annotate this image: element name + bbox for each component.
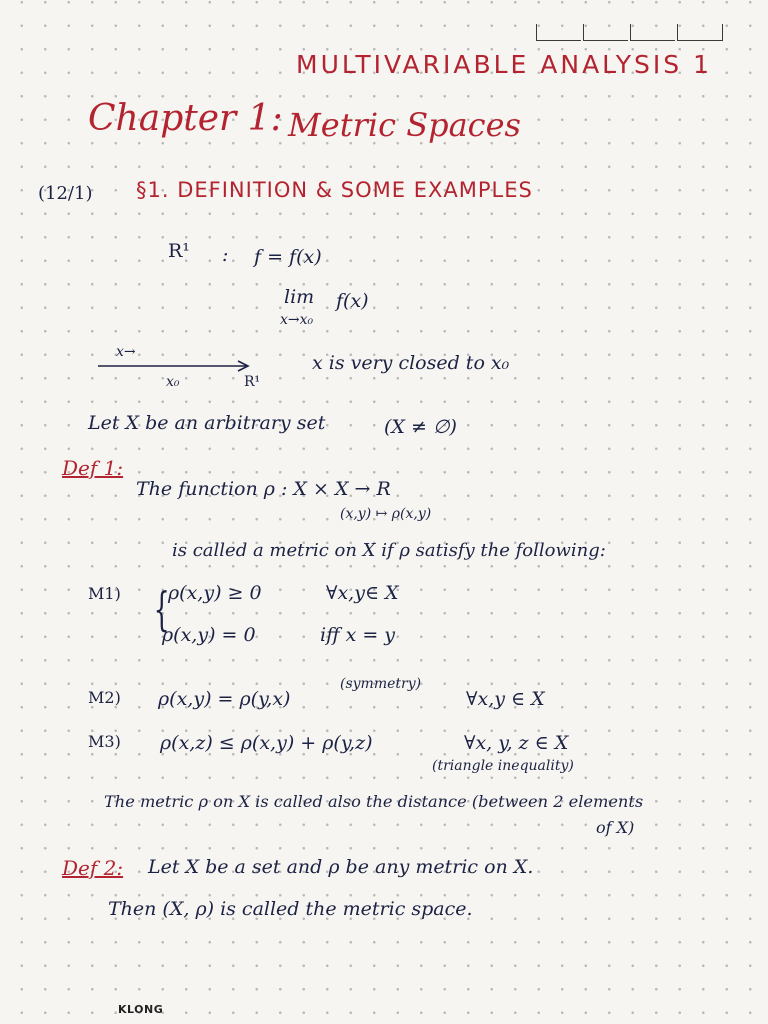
m2-quantifier: ∀x,y ∈ X — [466, 688, 545, 710]
m2-note: (symmetry) — [340, 676, 422, 692]
m3-triangle-ineq: ρ(x,z) ≤ ρ(x,y) + ρ(y,z) — [160, 732, 373, 754]
m2-symmetry-eq: ρ(x,y) = ρ(y,x) — [158, 688, 291, 710]
chapter-name: Metric Spaces — [288, 106, 521, 144]
section-heading: §1. DEFINITION & SOME EXAMPLES — [136, 178, 533, 202]
m1-iff: iff x = y — [320, 624, 396, 646]
m3-quantifier: ∀x, y, z ∈ X — [464, 732, 569, 754]
x0-point-label: x₀ — [166, 374, 180, 390]
lim-argument: f(x) — [336, 290, 369, 312]
def1-mapping-line: (x,y) ↦ ρ(x,y) — [340, 506, 432, 522]
lim-symbol: lim — [284, 286, 315, 308]
index-tab — [583, 24, 628, 41]
brand-logo: KLONG — [118, 1003, 164, 1016]
m3-note: (triangle inequality) — [432, 758, 574, 774]
m1-zero: ρ(x,y) = 0 — [162, 624, 256, 646]
m1-quantifier: ∀x,y∈ X — [326, 582, 399, 604]
distance-statement-cont: of X) — [596, 818, 635, 837]
brace-icon: { — [153, 582, 170, 636]
closed-note: x is very closed to x₀ — [312, 352, 510, 374]
index-tab — [677, 24, 723, 41]
page-title: MULTIVARIABLE ANALYSIS 1 — [296, 50, 713, 79]
let-x-statement: Let X be an arbitrary set — [88, 412, 326, 434]
distance-statement: The metric ρ on X is called also the distance (between 2 elements — [104, 792, 644, 811]
axis-r1-label: R¹ — [244, 374, 261, 390]
def1-metric-line: is called a metric on X if ρ satisfy the following: — [172, 540, 606, 561]
function-def: f = f(x) — [254, 246, 322, 268]
number-line-arrow — [96, 356, 256, 376]
lim-subscript: x→x₀ — [280, 312, 314, 328]
def1-function-line: The function ρ : X × X → R — [136, 478, 391, 500]
def2-line1: Let X be a set and ρ be any metric on X. — [148, 856, 534, 878]
arrow-label: x→ — [116, 344, 136, 360]
index-tab — [630, 24, 675, 41]
def2-line2: Then (X, ρ) is called the metric space. — [108, 898, 473, 920]
nonempty-condition: (X ≠ ∅) — [384, 416, 457, 438]
m1-label: M1) — [88, 584, 121, 603]
m1-nonneg: ρ(x,y) ≥ 0 — [168, 582, 262, 604]
def1-label: Def 1: — [62, 456, 124, 480]
r1-symbol: R¹ — [168, 240, 190, 262]
m2-label: M2) — [88, 688, 121, 707]
date-label: (12/1) — [38, 183, 93, 204]
index-tab — [536, 24, 581, 41]
def2-label: Def 2: — [62, 856, 124, 880]
m3-label: M3) — [88, 732, 121, 751]
page-index-tabs — [536, 24, 725, 41]
colon: : — [222, 244, 229, 266]
chapter-prefix: Chapter 1: — [88, 98, 283, 139]
